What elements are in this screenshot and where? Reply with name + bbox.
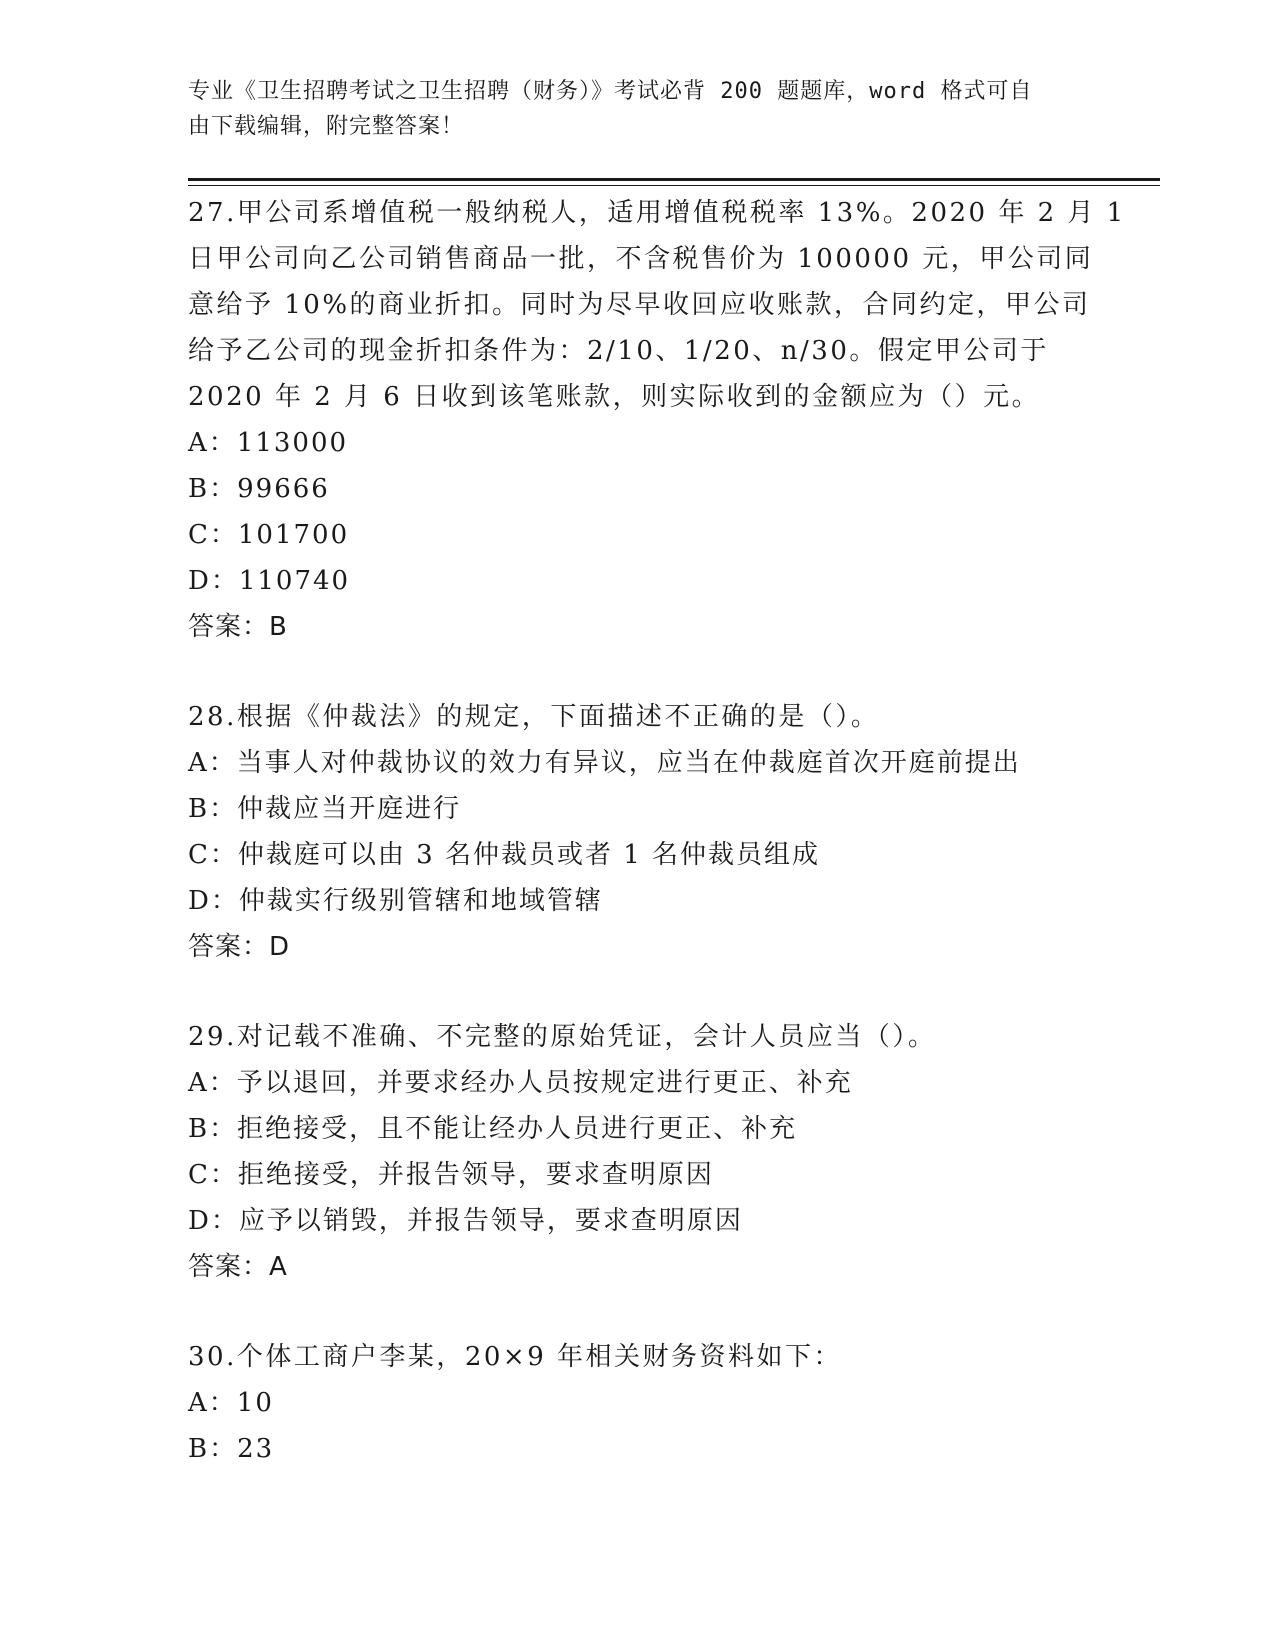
answer-label: 答案：A [188,1252,288,1282]
question-stem [188,1334,1088,1380]
stem-line: 27.甲公司系增值税一般纳税人，适用增值税税率 13%。2020 年 2 月 1 [188,198,1126,228]
question-gap [188,1290,1088,1334]
answer-label: 答案：D [188,932,291,962]
question-stem [188,694,1088,740]
option-a: A：予以退回，并要求经办人员按规定进行更正、补充 [188,1068,853,1098]
option-c: C：101700 [188,520,350,550]
stem-line: 给予乙公司的现金折扣条件为：2/10、1/20、n/30。假定甲公司于 [188,336,1049,366]
option-a: A：10 [188,1388,274,1418]
question-stem [188,190,1126,420]
question-29 [188,1014,1088,1290]
page-header [188,74,1088,144]
question-30 [188,1334,1088,1472]
stem-line: 30.个体工商户李某，20×9 年相关财务资料如下： [188,1342,843,1372]
question-gap [188,970,1088,1014]
question-stem [188,1014,1088,1060]
option-b: B：拒绝接受，且不能让经办人员进行更正、补充 [188,1114,798,1144]
question-28 [188,694,1088,970]
option-b: B：99666 [188,474,330,504]
question-list [188,190,1126,1472]
header-line-1: 专业《卫生招聘考试之卫生招聘（财务）》考试必背 200 题题库，word 格式可自 [188,79,1033,104]
header-rule-thin [188,185,1160,186]
question-27 [188,190,1126,650]
question-gap [188,650,1088,694]
stem-line: 2020 年 2 月 6 日收到该笔账款，则实际收到的金额应为（）元。 [188,382,1041,412]
option-d: D：应予以销毁，并报告领导，要求查明原因 [188,1206,743,1236]
option-a: A：113000 [188,428,349,458]
option-a: A：当事人对仲裁协议的效力有异议，应当在仲裁庭首次开庭前提出 [188,748,1021,778]
header-line-2: 由下载编辑，附完整答案！ [188,114,465,139]
stem-line: 意给予 10%的商业折扣。同时为尽早收回应收账款，合同约定，甲公司 [188,290,1091,320]
option-c: C：拒绝接受，并报告领导，要求查明原因 [188,1160,714,1190]
option-d: D：110740 [188,566,351,596]
option-d: D：仲裁实行级别管辖和地域管辖 [188,886,603,916]
stem-line: 29.对记载不准确、不完整的原始凭证，会计人员应当（）。 [188,1022,937,1052]
option-c: C：仲裁庭可以由 3 名仲裁员或者 1 名仲裁员组成 [188,840,821,870]
stem-line: 28.根据《仲裁法》的规定，下面描述不正确的是（）。 [188,702,880,732]
option-b: B：仲裁应当开庭进行 [188,794,462,824]
answer-label: 答案：B [188,612,288,642]
header-rule-thick [188,178,1160,181]
stem-line: 日甲公司向乙公司销售商品一批，不含税售价为 100000 元，甲公司同 [188,244,1094,274]
option-b: B：23 [188,1434,275,1464]
